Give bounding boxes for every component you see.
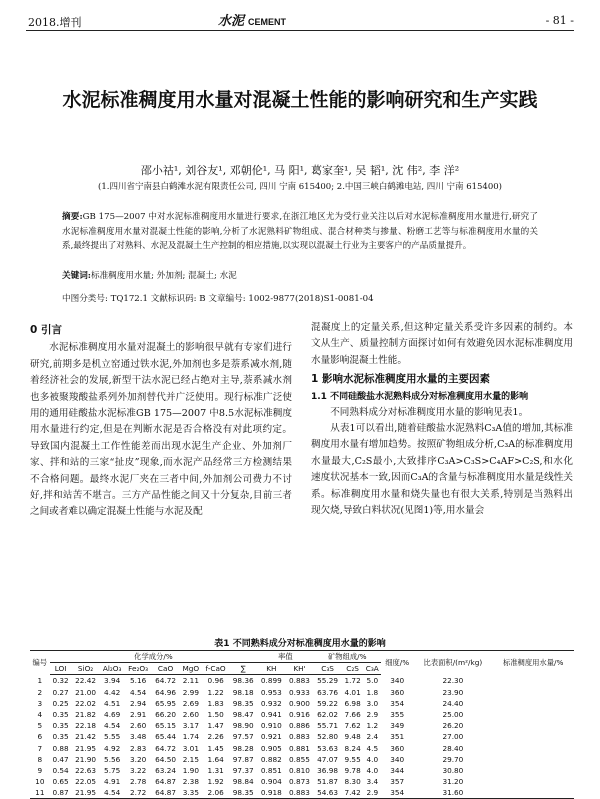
table-cell: 64.50 (155, 754, 176, 764)
table-cell: 59.22 (317, 698, 339, 708)
table-cell: 2.4 (366, 732, 379, 742)
col-header: Al₂O₃ (100, 663, 125, 675)
table-cell: 10 (35, 777, 45, 787)
table-cell: 351 (390, 732, 405, 742)
table-cell: 2.94 (129, 698, 147, 708)
table-cell: 0.882 (260, 754, 282, 764)
table-cell: 5 (37, 721, 43, 731)
table-row (30, 743, 574, 754)
table-cell: 0.88 (52, 743, 69, 753)
table-cell: 4.5 (366, 743, 379, 753)
table-cell: 1.47 (207, 721, 224, 731)
table-cell: 97.37 (232, 765, 254, 775)
journal-logo: 水泥 CEMENT (218, 14, 287, 29)
col-header: CaO (152, 663, 180, 675)
table-cell: 62.02 (317, 710, 339, 720)
table-cell: 9 (37, 765, 43, 775)
table-row (30, 687, 574, 698)
table-cell: 0.855 (289, 754, 310, 764)
table-cell: 30.80 (442, 765, 464, 775)
table-cell: 1.22 (207, 687, 224, 697)
table-cell: 21.95 (75, 788, 97, 798)
table-cell: 4.54 (104, 788, 121, 798)
table-cell: 55.29 (317, 676, 339, 686)
table-cell: 2.83 (129, 743, 147, 753)
table-cell: 0.65 (52, 777, 69, 787)
table-cell: 357 (390, 777, 405, 787)
col-header: LOI (50, 663, 72, 675)
table-cell: 1.45 (207, 743, 224, 753)
table-cell: 360 (390, 743, 405, 753)
table-cell: 4.01 (344, 687, 361, 697)
keywords-text: 标准稠度用水量; 外加剂; 混凝土; 水泥 (90, 271, 237, 281)
composition-table (30, 650, 574, 799)
col-header: KH' (285, 663, 313, 675)
subsection-heading: 1.1 不同硅酸盐水泥熟料成分对标准稠度用水量的影响 (311, 391, 529, 402)
table-cell: 24.40 (442, 698, 464, 708)
keywords-label: 关键词: (62, 271, 91, 281)
table-cell: 2.72 (129, 788, 147, 798)
table-cell: 21.95 (75, 743, 97, 753)
col-header: C₂S (342, 663, 364, 675)
col-header: C₃A (364, 663, 382, 675)
table-row (30, 787, 574, 799)
table-cell: 6 (37, 732, 43, 742)
table-cell: 27.00 (442, 732, 464, 742)
table-cell: 0.899 (260, 676, 282, 686)
table-cell: 2.91 (129, 710, 147, 720)
table-cell: 7 (37, 743, 43, 753)
table-cell: 2.38 (182, 777, 199, 787)
paragraph: 混凝度上的定量关系,但这种定量关系受许多因素的制约。本文从生产、质量控制方面探讨如何有效避免因水泥标准稠度用水量影响混凝土性能。 (311, 322, 573, 366)
table-caption: 表1 不同熟料成分对标准稠度用水量的影响 (214, 639, 386, 649)
table-cell: 22.02 (75, 698, 97, 708)
table-cell: 7.62 (344, 721, 361, 731)
table-cell: 0.918 (260, 788, 282, 798)
table-cell: 8.24 (344, 743, 361, 753)
table-cell: 54.63 (317, 788, 339, 798)
table-cell: 22.42 (75, 676, 97, 686)
table-cell: 0.932 (260, 698, 282, 708)
table-cell: 64.87 (155, 788, 176, 798)
table-cell: 63.76 (317, 687, 339, 697)
section-heading: 1 影响水泥标准稠度用水量的主要因素 (311, 373, 490, 386)
table-cell: 98.90 (232, 721, 254, 731)
table-cell: 0.933 (289, 687, 310, 697)
table-cell: 2.26 (207, 732, 224, 742)
table-cell: 3.01 (182, 743, 199, 753)
table-cell: 2.06 (207, 788, 224, 798)
table-cell: 1.64 (207, 754, 224, 764)
col-header-sample: 编号 (30, 651, 50, 675)
table-cell: 53.63 (317, 743, 339, 753)
table-cell: 0.904 (260, 777, 282, 787)
table-cell: 2.78 (129, 777, 147, 787)
table-cell: 4.0 (366, 765, 379, 775)
table-cell: 98.35 (232, 698, 254, 708)
table-cell: 0.35 (52, 710, 69, 720)
table-cell: 344 (390, 765, 405, 775)
table-cell: 349 (390, 721, 405, 731)
table-cell: 4 (37, 710, 43, 720)
table-cell: 9.78 (344, 765, 361, 775)
table-cell: 55.71 (317, 721, 339, 731)
table-cell: 5.56 (104, 754, 121, 764)
table-cell: 1.90 (182, 765, 199, 775)
paragraph: 不同熟料成分对标准稠度用水量的影响见表1。 (330, 406, 529, 418)
col-header: f-CaO (202, 663, 229, 675)
left-column (30, 320, 292, 521)
table-cell: 22.18 (75, 721, 97, 731)
table-cell: 0.883 (289, 732, 310, 742)
table-cell: 0.900 (289, 698, 310, 708)
section-heading: 0 引言 (30, 324, 62, 336)
table-cell: 4.92 (104, 743, 121, 753)
table-cell: 64.87 (155, 777, 176, 787)
table-cell: 0.883 (289, 788, 310, 798)
table-cell: 3.17 (182, 721, 199, 731)
page-header-issue: 2018.增刊 (28, 16, 82, 29)
table-cell: 0.54 (52, 765, 69, 775)
table-row (30, 754, 574, 765)
table-cell: 0.941 (260, 710, 282, 720)
table-cell: 0.905 (260, 743, 282, 753)
table-cell: 4.51 (104, 698, 121, 708)
table-cell: 3.0 (366, 698, 379, 708)
table-cell: 98.47 (232, 710, 254, 720)
abstract (62, 210, 538, 254)
table-cell: 3 (37, 698, 43, 708)
col-header-fineness: 细度/% (381, 651, 413, 675)
col-header: SiO₂ (72, 663, 100, 675)
table-cell: 98.84 (232, 777, 254, 787)
table-cell: 360 (390, 687, 405, 697)
table-cell: 8.30 (344, 777, 361, 787)
table-cell: 0.96 (207, 676, 224, 686)
table-cell: 3.35 (182, 788, 199, 798)
table-cell: 64.72 (155, 743, 176, 753)
table-cell: 98.35 (232, 788, 254, 798)
table-cell: 0.35 (52, 732, 69, 742)
page-number: - 81 - (545, 14, 574, 27)
article-title: 水泥标准稠度用水量对混凝土性能的影响研究和生产实践 (62, 89, 538, 111)
table-cell: 9.55 (344, 754, 361, 764)
table-cell: 0.953 (260, 687, 282, 697)
table-cell: 7.66 (344, 710, 361, 720)
group-header-mineral: 矿物组成/% (314, 651, 382, 663)
table-cell: 0.921 (260, 732, 282, 742)
table-row (30, 698, 574, 709)
table-cell: 7.42 (344, 788, 361, 798)
table-cell: 22.63 (75, 765, 97, 775)
table-cell: 2.11 (182, 676, 199, 686)
table-cell: 98.18 (232, 687, 254, 697)
table-cell: 5.55 (104, 732, 121, 742)
affiliation: (1.四川省宁南县白鹤滩水泥有限责任公司, 四川 宁南 615400; 2.中国三峡白鹤滩电站, 四川 宁南 615400) (98, 182, 502, 192)
col-header: KH (257, 663, 285, 675)
table-cell: 28.40 (442, 743, 464, 753)
table-cell: 0.851 (260, 765, 282, 775)
table-cell: 5.16 (129, 676, 147, 686)
right-column (311, 320, 573, 519)
table-cell: 0.25 (52, 698, 69, 708)
table-cell: 36.98 (317, 765, 339, 775)
table-cell: 97.87 (232, 754, 254, 764)
table-cell: 5.0 (366, 676, 379, 686)
table-cell: 21.00 (75, 687, 97, 697)
table-cell: 4.54 (129, 687, 147, 697)
table-cell: 65.95 (155, 698, 176, 708)
table-cell: 98.28 (232, 743, 254, 753)
table-cell: 22.30 (442, 676, 464, 686)
table-cell: 47.07 (317, 754, 339, 764)
table-cell: 0.27 (52, 687, 69, 697)
abstract-text: GB 175—2007 中对水泥标准稠度用水量进行要求,在浙江地区尤为受行业关注以后对水泥标准稠度用水量进行,研究了水泥标准稠度用水量对混凝土性能的影响,分析了水泥熟料矿物组成、混合材种类与掺量、粉磨工艺等与标准稠度用水量的关系,最终提出了对熟料、水泥及混凝土生产控制的相应措施,以实现以混凝土行业为主要客户的产品质量提升。 (62, 212, 538, 251)
table-cell: 2.60 (129, 721, 147, 731)
table-cell: 0.883 (289, 676, 310, 686)
abstract-label: 摘要: (62, 212, 83, 222)
col-header-water: 标准稠度用水量/% (492, 651, 574, 675)
col-header: ∑ (229, 663, 257, 675)
table-cell: 5.75 (104, 765, 121, 775)
table-cell: 0.35 (52, 721, 69, 731)
author-list: 邵小祜¹, 刘谷友¹, 邓朝伦¹, 马 阳¹, 葛家奎¹, 吴 韬¹, 沈 伟², 李 洋² (140, 164, 460, 177)
table-cell: 3.22 (129, 765, 147, 775)
table-cell: 6.98 (344, 698, 361, 708)
table-cell: 51.87 (317, 777, 339, 787)
table-cell: 26.20 (442, 721, 464, 731)
table-row (30, 765, 574, 776)
table-cell: 0.47 (52, 754, 69, 764)
table-cell: 66.20 (155, 710, 176, 720)
table-cell: 25.00 (442, 710, 464, 720)
table-row (30, 675, 574, 687)
table-cell: 2 (37, 687, 43, 697)
table-cell: 2.9 (366, 788, 379, 798)
table-cell: 2.60 (182, 710, 199, 720)
table-cell: 1.2 (366, 721, 379, 731)
table-cell: 1.72 (344, 676, 361, 686)
table-row (30, 776, 574, 787)
header-rule (26, 30, 574, 31)
table-cell: 21.82 (75, 710, 97, 720)
table-cell: 22.05 (75, 777, 97, 787)
table-cell: 354 (390, 788, 405, 798)
table-cell: 4.69 (104, 710, 121, 720)
group-header-chem: 化学成分/% (50, 651, 258, 663)
table-cell: 11 (35, 788, 45, 798)
table-cell: 1.8 (366, 687, 379, 697)
table-cell: 21.90 (75, 754, 97, 764)
table-cell: 0.916 (289, 710, 310, 720)
table-cell: 0.810 (289, 765, 310, 775)
keywords (62, 269, 538, 281)
table-cell: 0.87 (52, 788, 69, 798)
col-header: MgO (180, 663, 202, 675)
table-cell: 4.42 (104, 687, 121, 697)
table-row (30, 720, 574, 731)
table-cell: 3.94 (104, 676, 121, 686)
table-cell: 8 (37, 754, 43, 764)
table-cell: 4.54 (104, 721, 121, 731)
table-cell: 3.48 (129, 732, 147, 742)
table-cell: 29.70 (442, 754, 464, 764)
table-cell: 3.4 (366, 777, 379, 787)
col-header-surface: 比表面积/(m²/kg) (413, 651, 492, 675)
table-cell: 0.32 (52, 676, 69, 686)
table-row (30, 731, 574, 742)
table-cell: 9.48 (344, 732, 361, 742)
table-cell: 2.99 (182, 687, 199, 697)
table-cell: 2.69 (182, 698, 199, 708)
table-cell: 31.60 (442, 788, 464, 798)
table-cell: 1.50 (207, 710, 224, 720)
table-cell: 23.90 (442, 687, 464, 697)
table-cell: 2.15 (182, 754, 199, 764)
table-cell: 340 (390, 754, 405, 764)
table-cell: 31.20 (442, 777, 464, 787)
table-cell: 65.44 (155, 732, 176, 742)
table-cell: 64.96 (155, 687, 176, 697)
table-cell: 0.873 (289, 777, 310, 787)
paragraph: 水泥标准稠度用水量对混凝土的影响很早就有专家们进行研究,前期多是机立窑通过铁水泥,外加剂也多是萘系减水剂,随着经济社会的发展,新型干法水泥已经占绝对主导,萘系减水剂也多被聚羧酸盐系列外加剂替代并广泛使用。现行标准广泛使用的通用硅酸盐水泥标准GB 175—2007 中8.5水泥标准稠度用水量进行约定,但是在判断水泥是否合格没有对此项约定。导致国内混凝土工作性能差而出现水泥生产企业、外加剂厂家、拌和站的三家“扯皮”现象,而水泥产品经常三方检测结果不合格问题。最终水泥厂夹在三者中间,外加剂公司费力不讨好,拌和站苦不堪言。三方产品性能之间又十分复杂,目前三者之间或者难以确定混凝土性能与水泥及配 (30, 342, 292, 518)
table-cell: 1 (37, 676, 43, 686)
table-row (30, 709, 574, 720)
table-cell: 1.83 (207, 698, 224, 708)
col-header: Fe₂O₃ (125, 663, 152, 675)
table-cell: 4.0 (366, 754, 379, 764)
table-cell: 63.24 (155, 765, 176, 775)
table-cell: 21.42 (75, 732, 97, 742)
table-cell: 340 (390, 676, 405, 686)
table-cell: 97.57 (232, 732, 254, 742)
table-cell: 4.91 (104, 777, 121, 787)
group-header-rate: 率值 (257, 651, 313, 663)
paragraph: 从表1可以看出,随着硅酸盐水泥熟料C₃A值的增加,其标准稠度用水量有增加趋势。按照矿物组成分析,C₃A的标准稠度用水量最大,C₂S最小,大致排序C₃A>C₃S>C₄AF>C₂S,和水化速度状况基本一致,因而C₃A的含量与标准稠度用水量是线性关系。标准稠度用水量和烧失量也有很大关系,特别是当熟料出现欠烧,导致白料状况(见图1)等,用水量会 (311, 423, 573, 517)
table-cell: 64.72 (155, 676, 176, 686)
table-cell: 2.9 (366, 710, 379, 720)
table-cell: 0.886 (289, 721, 310, 731)
table-cell: 1.74 (182, 732, 199, 742)
table-cell: 65.15 (155, 721, 176, 731)
table-cell: 0.881 (289, 743, 310, 753)
table-cell: 355 (390, 710, 405, 720)
table-cell: 3.20 (129, 754, 147, 764)
classification-line: 中图分类号: TQ172.1 文献标识码: B 文章编号: 1002-9877(2018)S1-0081-04 (62, 294, 374, 304)
table-cell: 354 (390, 698, 405, 708)
table-cell: 98.36 (232, 676, 254, 686)
table-cell: 1.31 (207, 765, 224, 775)
table-cell: 1.92 (207, 777, 224, 787)
col-header: C₃S (314, 663, 342, 675)
table-cell: 0.910 (260, 721, 282, 731)
table-cell: 52.80 (317, 732, 339, 742)
